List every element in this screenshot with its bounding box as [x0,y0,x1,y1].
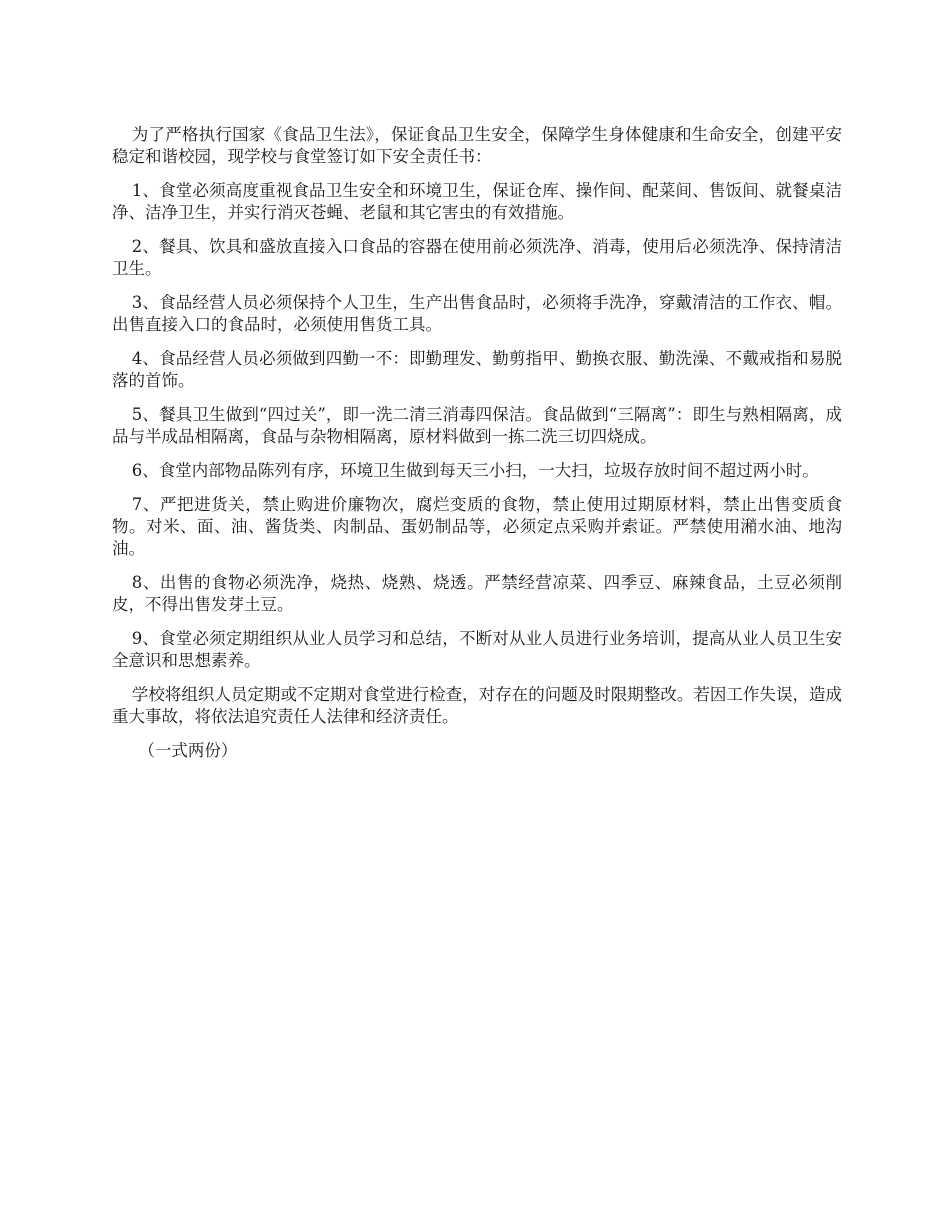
clause-4: 4、食品经营人员必须做到四勤一不：即勤理发、勤剪指甲、勤换衣服、勤洗澡、不戴戒指和易脱落的首饰。 [112,349,842,390]
clause-7: 7、严把进货关，禁止购进价廉物次，腐烂变质的食物，禁止使用过期原材料，禁止出售变质食物。对米、面、油、酱货类、肉制品、蛋奶制品等，必须定点采购并索证。严禁使用潲水油、地沟油。 [112,495,842,558]
clause-8: 8、出售的食物必须洗净，烧热、烧熟、烧透。严禁经营凉菜、四季豆、麻辣食品，土豆必须削皮，不得出售发芽土豆。 [112,573,842,614]
clause-1: 1、食堂必须高度重视食品卫生安全和环境卫生，保证仓库、操作间、配菜间、售饭间、就餐桌洁净、洁净卫生，并实行消灭苍蝇、老鼠和其它害虫的有效措施。 [112,181,842,222]
clause-3: 3、食品经营人员必须保持个人卫生，生产出售食品时，必须将手洗净，穿戴清洁的工作衣、帽。出售直接入口的食品时，必须使用售货工具。 [112,293,842,334]
clause-2: 2、餐具、饮具和盛放直接入口食品的容器在使用前必须洗净、消毒，使用后必须洗净、保持清洁卫生。 [112,237,842,278]
document-body [112,124,842,762]
copies-note: （一式两份） [138,741,238,760]
conclusion-paragraph: 学校将组织人员定期或不定期对食堂进行检查，对存在的问题及时限期整改。若因工作失误，造成重大事故，将依法追究责任人法律和经济责任。 [112,685,842,726]
clause-6: 6、食堂内部物品陈列有序，环境卫生做到每天三小扫，一大扫，垃圾存放时间不超过两小时。 [131,461,819,480]
clause-5: 5、餐具卫生做到“四过关”，即一洗二清三消毒四保洁。食品做到“三隔离”：即生与熟相隔离，成品与半成品相隔离，食品与杂物相隔离，原材料做到一拣二洗三切四烧成。 [112,405,842,446]
clause-9: 9、食堂必须定期组织从业人员学习和总结，不断对从业人员进行业务培训，提高从业人员卫生安全意识和思想素养。 [112,629,842,670]
intro-paragraph: 为了严格执行国家《食品卫生法》，保证食品卫生安全，保障学生身体健康和生命安全，创建平安稳定和谐校园，现学校与食堂签订如下安全责任书： [112,125,842,166]
